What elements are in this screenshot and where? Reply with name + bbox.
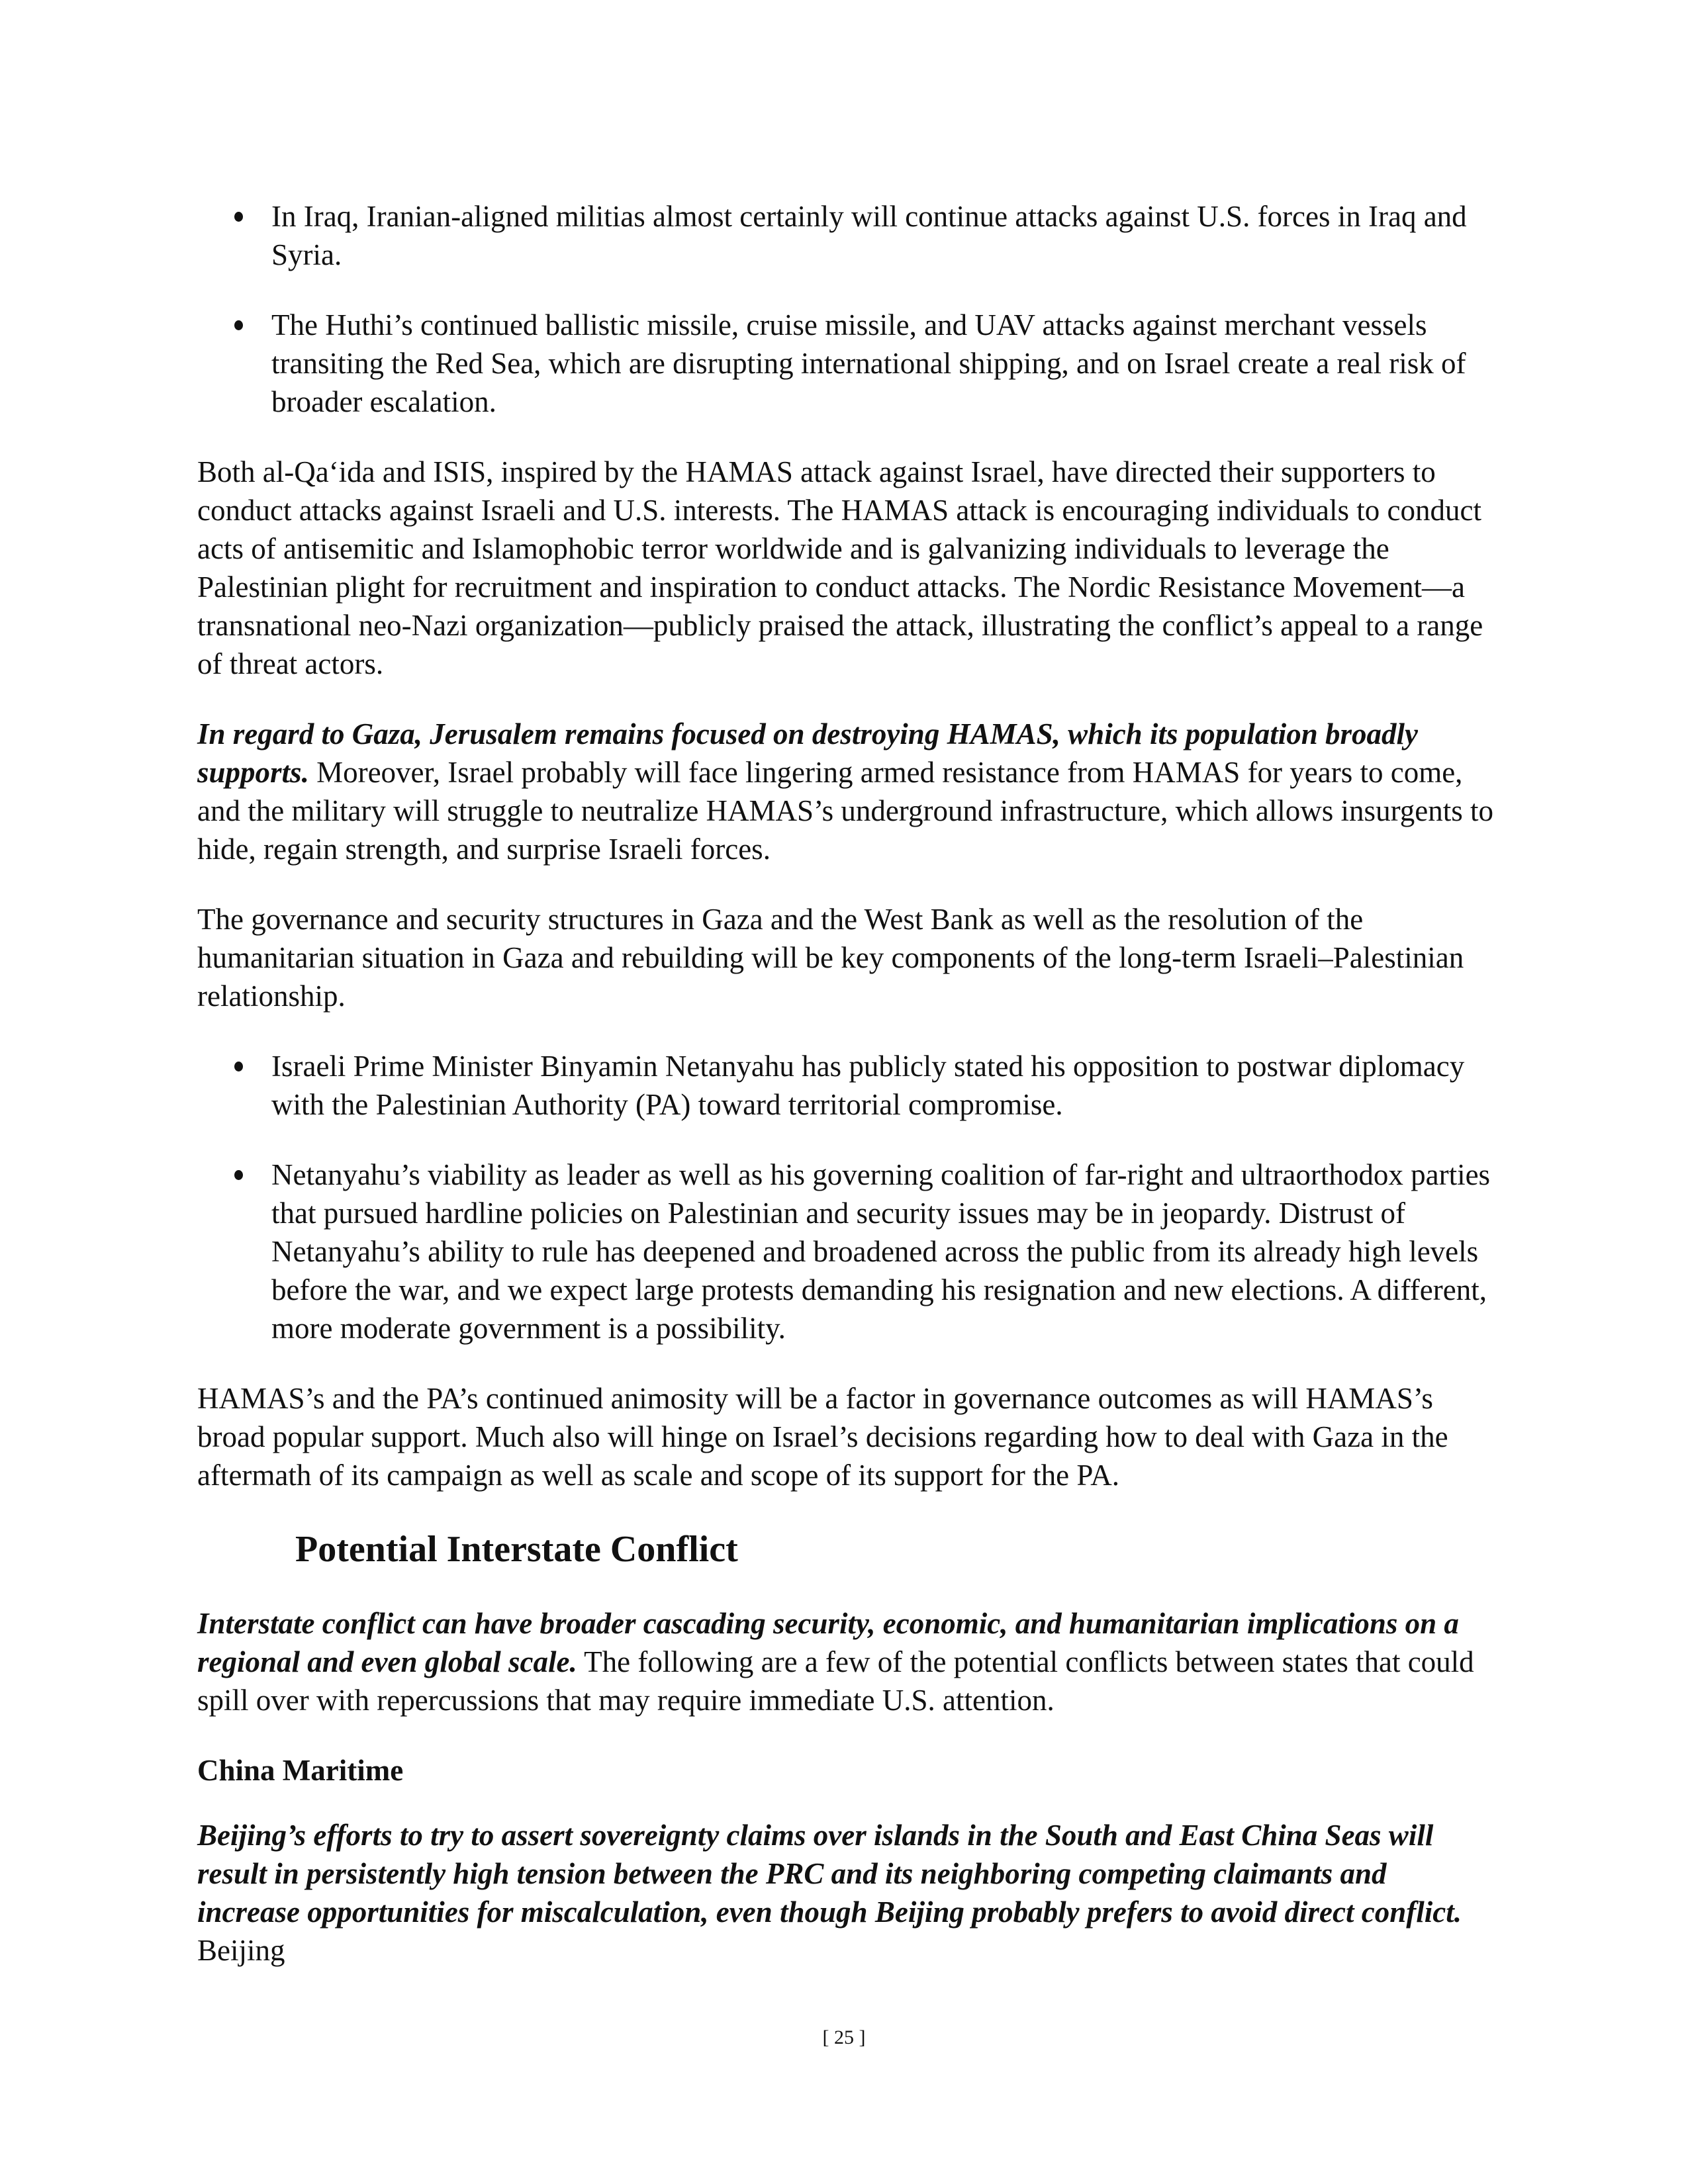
bullet-icon — [234, 212, 243, 222]
bullet-item: The Huthi’s continued ballistic missile, cruise missile, and UAV attacks against merchant vessels transiting the Red Sea, which are disrupting international shipping, and on Israel create a real risk of broader escalation. — [197, 306, 1495, 421]
section-heading: Potential Interstate Conflict — [295, 1529, 738, 1570]
bullet-item: Netanyahu’s viability as leader as well as his governing coalition of far-right and ultraorthodox parties that pursued hardline policies on Palestinian and security issues may be in jeopardy. Distrust of Netanyahu’s ability to rule has deepened and broadened across the public from its already high levels before the war, and we expect large protests demanding his resignation and new elections. A different, more moderate government is a possibility. — [197, 1156, 1495, 1347]
paragraph-animosity: HAMAS’s and the PA’s continued animosity will be a factor in governance outcomes as will HAMAS’s broad popular support. Much also will hinge on Israel’s decisions regarding how to deal with Gaza in the aftermath of its campaign as well as scale and scope of its support for the PA. — [197, 1382, 1448, 1492]
paragraph-interstate: Interstate conflict can have broader cascading security, economic, and humanitarian implications on a regional and even global scale. The following are a few of the potential conflicts between states that could spill over with repercussions that may require immediate U.S. attention. — [197, 1607, 1474, 1717]
page-number: [ 25 ] — [822, 2026, 866, 2048]
paragraph-gaza: In regard to Gaza, Jerusalem remains focused on destroying HAMAS, which its population broadly supports. Moreover, Israel probably will face lingering armed resistance from HAMAS for years to come, and the military will struggle to neutralize HAMAS’s underground infrastructure, which allows insurgents to hide, regain strength, and surprise Israeli forces. — [197, 717, 1493, 866]
paragraph-china: Beijing’s efforts to try to assert sovereignty claims over islands in the South and East China Seas will result in persistently high tension between the PRC and its neighboring competing claimants and increase opportunities for miscalculation, even though Beijing probably prefers to avoid direct conflict. Beijing — [197, 1819, 1462, 1967]
paragraph-terror: Both al-Qa‘ida and ISIS, inspired by the HAMAS attack against Israel, have directed their supporters to conduct attacks against Israeli and U.S. interests. The HAMAS attack is encouraging individuals to conduct acts of antisemitic and Islamophobic terror worldwide and is galvanizing individuals to leverage the Palestinian plight for recruitment and inspiration to conduct attacks. The Nordic Resistance Movement—a transnational neo-Nazi organization—publicly praised the attack, illustrating the conflict’s appeal to a range of threat actors. — [197, 455, 1483, 680]
subheading-china-maritime: China Maritime — [197, 1754, 404, 1787]
bullet-list-netanyahu — [197, 1047, 1495, 1347]
bullet-item: In Iraq, Iranian-aligned militias almost certainly will continue attacks against U.S. forces in Iraq and Syria. — [197, 197, 1495, 274]
lead-sentence: In regard to Gaza, Jerusalem remains focused on destroying HAMAS, which its population broadly supports. — [197, 717, 1419, 789]
bullet-list-threats — [197, 197, 1495, 421]
bullet-icon — [234, 320, 243, 330]
document-page — [197, 197, 1495, 2001]
paragraph-governance: The governance and security structures in Gaza and the West Bank as well as the resolution of the humanitarian situation in Gaza and rebuilding will be key components of the long-term Israeli–Palestinian relationship. — [197, 903, 1464, 1013]
lead-sentence: Interstate conflict can have broader cascading security, economic, and humanitarian implications on a regional and even global scale. — [197, 1607, 1459, 1678]
bullet-icon — [234, 1170, 243, 1180]
bullet-item: Israeli Prime Minister Binyamin Netanyahu has publicly stated his opposition to postwar diplomacy with the Palestinian Authority (PA) toward territorial compromise. — [197, 1047, 1495, 1124]
lead-sentence: Beijing’s efforts to try to assert sovereignty claims over islands in the South and East China Seas will result in persistently high tension between the PRC and its neighboring competing claimants and increase opportunities for miscalculation, even though Beijing probably prefers to avoid direct conflict. — [197, 1819, 1462, 1929]
bullet-icon — [234, 1062, 243, 1071]
